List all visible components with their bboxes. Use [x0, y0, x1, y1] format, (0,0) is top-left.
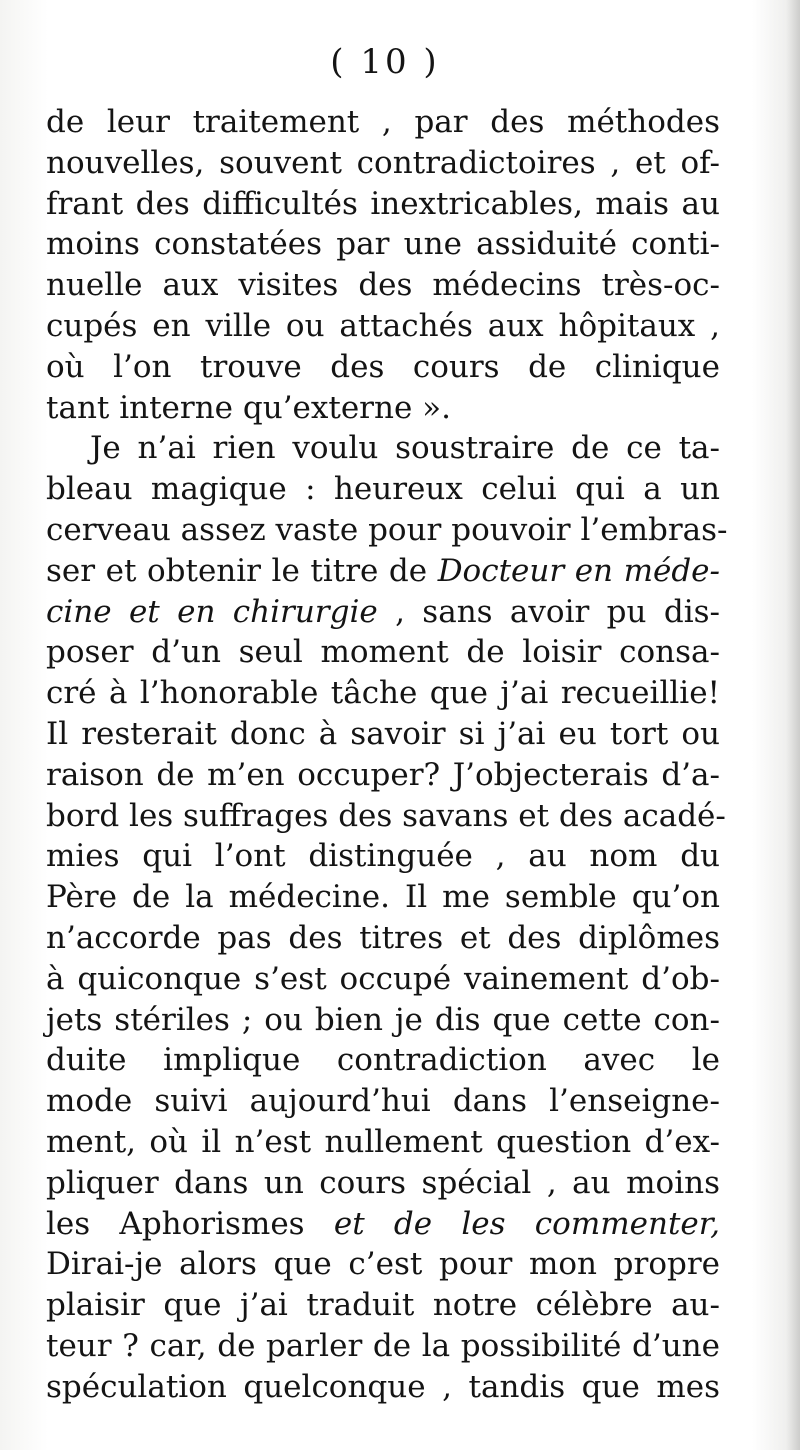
text-line: où l’on trouve des cours de clinique — [46, 348, 720, 385]
text-line: poser d’un seul moment de loisir consa- — [46, 634, 720, 671]
text-line: nuelle aux visites des médecins très-oc- — [46, 267, 720, 304]
text-line: ment, où il n’est nullement question d’ex- — [46, 1123, 720, 1160]
text-line: cupés en ville ou attachés aux hôpitaux , — [46, 307, 720, 344]
text-line: les Aphorismes et de les commenter, — [46, 1205, 721, 1242]
text-line: duite implique contradiction avec le — [46, 1042, 720, 1079]
text-line: bleau magique : heureux celui qui a un — [46, 471, 720, 508]
text-line: mies qui l’ont distinguée , au nom du — [46, 838, 720, 875]
text-line: nouvelles, souvent contradictoires , et of- — [46, 144, 720, 181]
text-line: n’accorde pas des titres et des diplômes — [46, 919, 720, 956]
text-line: mode suivi aujourd’hui dans l’enseigne- — [46, 1083, 720, 1120]
text-line: à quiconque s’est occupé vainement d’ob- — [46, 960, 720, 997]
text-line: Dirai-je alors que c’est pour mon propre — [46, 1246, 720, 1283]
text-line: teur ? car, de parler de la possibilité d’une — [46, 1327, 720, 1364]
page-edge-shadow — [786, 0, 800, 1450]
text-line: Père de la médecine. Il me semble qu’on — [46, 879, 720, 916]
text-line: pliquer dans un cours spécial , au moins — [46, 1164, 720, 1201]
text-line: raison de m’en occuper? J’objecterais d’a- — [46, 756, 720, 793]
text-line: de leur traitement , par des méthodes — [46, 104, 720, 140]
text-line: frant des difficultés inextricables, mais au — [46, 185, 720, 222]
text-line: bord les suffrages des savans et des acadé- — [46, 797, 726, 834]
text-line: cerveau assez vaste pour pouvoir l’embras- — [46, 511, 728, 548]
text-line: cine et en chirurgie , sans avoir pu dis- — [46, 593, 720, 630]
text-line: cré à l’honorable tâche que j’ai recueillie! — [46, 675, 720, 712]
text-line: tant interne qu’externe ». — [46, 389, 451, 426]
text-line: ser et obtenir le titre de Docteur en méde- — [46, 552, 720, 589]
body-text — [46, 102, 728, 1408]
text-line: spéculation quelconque , tandis que mes — [46, 1368, 720, 1405]
text-line: moins constatées par une assiduité conti- — [46, 226, 720, 263]
text-line: jets stériles ; ou bien je dis que cette con- — [46, 1001, 720, 1038]
text-line: plaisir que j’ai traduit notre célèbre au- — [46, 1287, 720, 1324]
page-number: ( 10 ) — [330, 42, 440, 82]
text-line: Je n’ai rien voulu soustraire de ce ta- — [90, 430, 720, 467]
text-line: Il resterait donc à savoir si j’ai eu tort ou — [46, 715, 720, 752]
